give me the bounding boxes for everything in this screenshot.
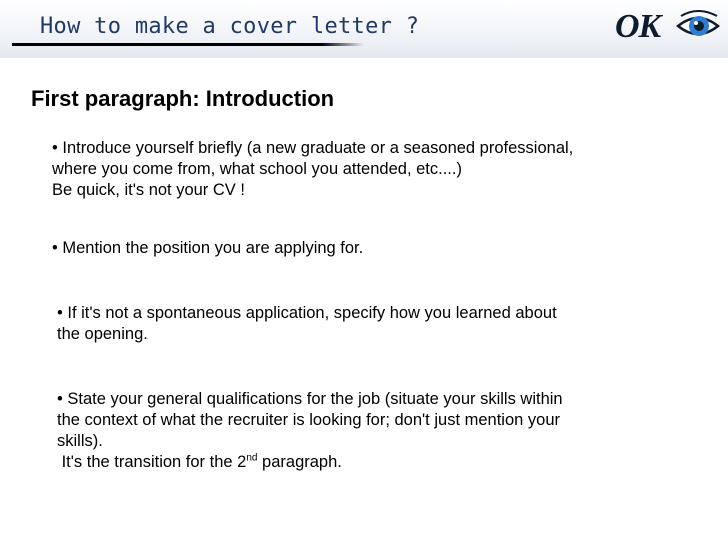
bullet-position [52,238,363,259]
section-heading: First paragraph: Introduction [31,86,335,111]
bullet-opening [57,303,557,345]
logo-text: OK [615,8,661,45]
bullet-qualifications [57,389,563,473]
ordinal-suffix: nd [246,452,258,464]
slide-title: How to make a cover letter ? [40,14,420,39]
bullet-line: Be quick, it's not your CV ! [52,181,245,199]
title-underline [12,43,364,46]
bullet-introduce [52,138,573,201]
bullet-line: the context of what the recruiter is looking for; don't just mention your [57,411,560,429]
transition-prefix: It's the transition for the 2 [57,453,247,471]
bullet-line: • If it's not a spontaneous application, specify how you learned about [57,304,557,322]
bullet-line: • Mention the position you are applying for. [52,239,364,257]
bullet-line: where you come from, what school you attended, etc....) [52,160,462,178]
transition-suffix: paragraph. [257,453,342,471]
oko-logo [615,6,723,46]
eye-icon [675,10,721,42]
bullet-line: • Introduce yourself briefly (a new graduate or a seasoned professional, [52,139,574,157]
bullet-line: skills). [57,432,103,450]
slide-header [0,0,728,58]
transition-line [57,452,563,473]
bullet-line: the opening. [57,325,148,343]
bullet-line: • State your general qualifications for the job (situate your skills within [57,390,563,408]
